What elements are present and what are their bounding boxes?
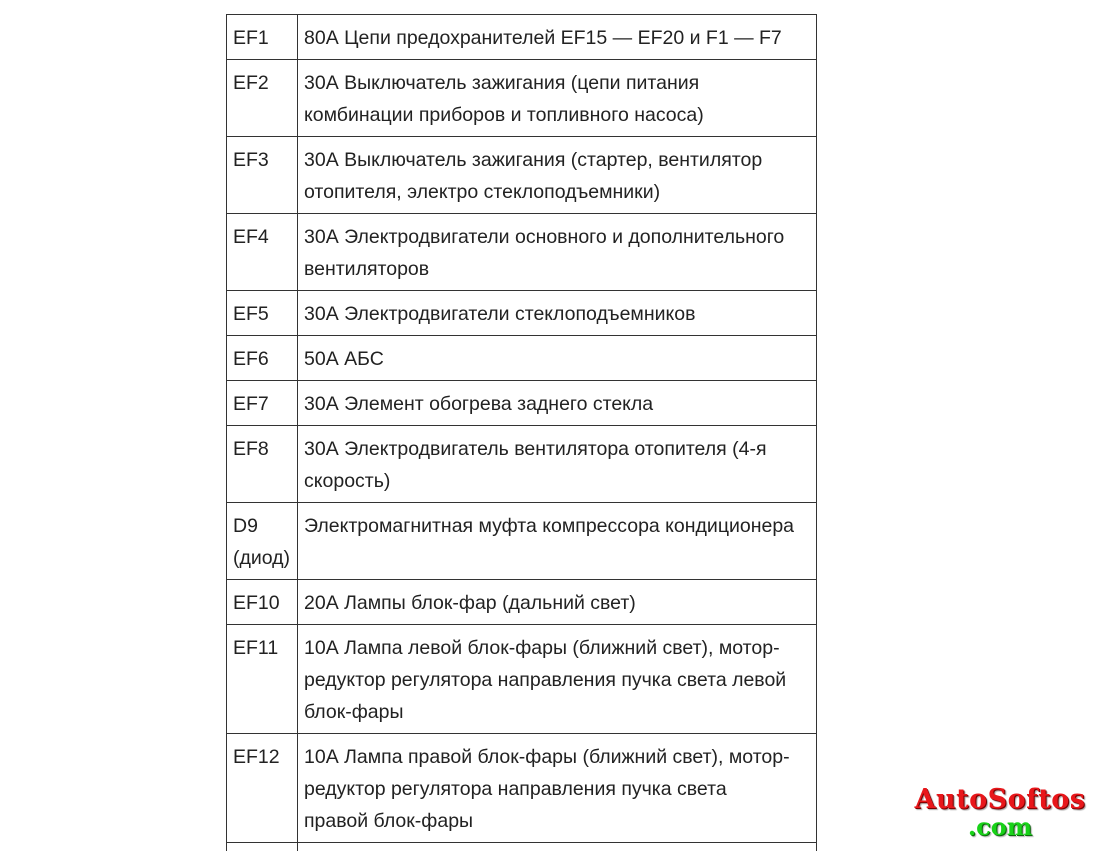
table-row [227,381,817,426]
fuse-code-cell [227,137,298,214]
fuse-description: 30А Выключатель зажигания (стартер, вентилятор отопителя, электро стеклоподъемники) [304,149,763,203]
fuse-code: EF1 [233,27,269,49]
fuse-code-cell [227,381,298,426]
fuse-table-container [226,14,816,851]
fuse-code: EF5 [233,303,269,325]
watermark-domain-text: .com [967,812,1033,841]
fuse-description: 10А Лампа левой блок-фары (ближний свет), мотор- редуктор регулятора направления пучка света левой блок-фары [304,637,787,723]
table-row [227,426,817,503]
fuse-code-cell [227,426,298,503]
table-row [227,734,817,843]
fuse-description-cell [298,15,817,60]
fuse-code-cell [227,625,298,734]
fuse-description-cell [298,137,817,214]
table-row [227,503,817,580]
fuse-description: 30А Электродвигатель вентилятора отопителя (4-я скорость) [304,438,767,492]
fuse-description-cell [298,503,817,580]
table-row [227,15,817,60]
fuse-description-cell [298,734,817,843]
fuse-code: EF10 [233,592,280,614]
fuse-description-cell [298,381,817,426]
fuse-table [226,14,817,851]
fuse-code: EF8 [233,438,269,460]
fuse-description: 10А Лампа правой блок-фары (ближний свет), мотор- редуктор регулятора направления пучка света правой блок-фары [304,746,790,832]
fuse-description: Электромагнитная муфта компрессора кондиционера [304,515,795,537]
fuse-description-cell [298,426,817,503]
table-row [227,625,817,734]
fuse-description: 30А Элемент обогрева заднего стекла [304,393,654,415]
fuse-description: 50А АБС [304,348,384,370]
table-row [227,843,817,851]
table-row [227,291,817,336]
table-row [227,137,817,214]
fuse-code: EF12 [233,746,280,768]
fuse-code: EF6 [233,348,269,370]
fuse-description-cell [298,580,817,625]
fuse-code-cell [227,15,298,60]
fuse-description: 20А Лампы блок-фар (дальний свет) [304,592,636,614]
fuse-code-cell [227,291,298,336]
table-row [227,214,817,291]
fuse-code-cell [227,580,298,625]
fuse-table-body [227,15,817,851]
fuse-description-cell [298,60,817,137]
watermark-logo [900,786,1100,839]
fuse-code-cell [227,214,298,291]
fuse-code-cell [227,734,298,843]
fuse-code: D9 (диод) [233,515,291,569]
table-row [227,60,817,137]
fuse-code-cell [227,60,298,137]
table-row [227,580,817,625]
fuse-code: EF4 [233,226,269,248]
fuse-description: 30А Электродвигатели стеклоподъемников [304,303,696,325]
fuse-code-cell [227,336,298,381]
fuse-code: EF7 [233,393,269,415]
fuse-description-cell [298,625,817,734]
fuse-code-cell [227,503,298,580]
fuse-code-cell [227,843,298,851]
fuse-description-cell [298,214,817,291]
fuse-code: EF3 [233,149,269,171]
table-row [227,336,817,381]
fuse-description-cell [298,843,817,851]
fuse-description: 30А Выключатель зажигания (цепи питания комбинации приборов и топливного насоса) [304,72,704,126]
fuse-description-cell [298,291,817,336]
fuse-description: 30А Электродвигатели основного и дополнительного вентиляторов [304,226,785,280]
watermark-main-text: AutoSoftos [914,784,1086,815]
fuse-code: EF11 [233,637,279,659]
fuse-code: EF2 [233,72,269,94]
fuse-description-cell [298,336,817,381]
fuse-description: 80А Цепи предохранителей EF15 — EF20 и F1 — F7 [304,27,782,49]
